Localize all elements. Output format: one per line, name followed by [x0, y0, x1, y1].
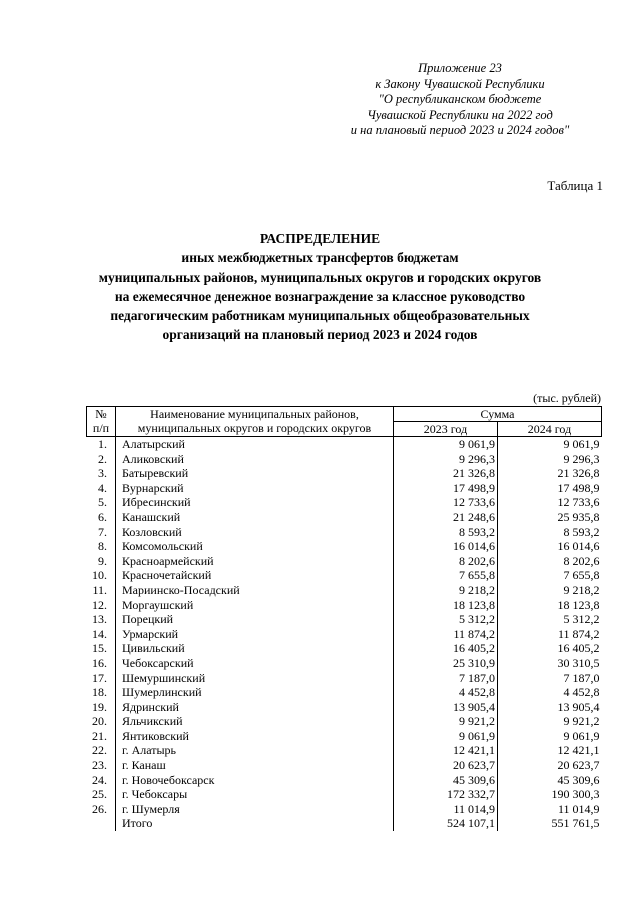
- row-value-2023: 11 874,2: [394, 627, 498, 642]
- row-number: 24.: [87, 773, 116, 788]
- row-value-2023: 5 312,2: [394, 612, 498, 627]
- row-value-2024: 11 014,9: [557, 801, 600, 816]
- distribution-table: [86, 406, 602, 831]
- row-number: 12.: [87, 598, 116, 613]
- row-value-2024: 9 061,9: [563, 728, 600, 743]
- row-number: 5.: [87, 495, 116, 510]
- row-name: Козловский: [116, 525, 394, 540]
- table-row: [87, 495, 602, 510]
- row-value-2024: 17 498,9: [557, 480, 600, 495]
- row-value-2024: 8 202,6: [563, 553, 600, 568]
- table-row: [87, 685, 602, 700]
- row-value-2023: 9 061,9: [394, 437, 498, 452]
- total-row: [87, 816, 602, 831]
- row-value-2023: 7 187,0: [394, 671, 498, 686]
- appendix-line: и на плановый период 2023 и 2024 годов": [350, 123, 570, 137]
- row-name: Янтиковский: [116, 729, 394, 744]
- heading-line: иных межбюджетных трансфертов бюджетам: [181, 250, 459, 266]
- table-row: [87, 554, 602, 569]
- row-value-2023: 9 061,9: [394, 729, 498, 744]
- row-name: Аликовский: [116, 452, 394, 467]
- appendix-line: "О республиканском бюджете: [378, 92, 542, 106]
- document-heading: [20, 229, 620, 345]
- row-name: Комсомольский: [116, 539, 394, 554]
- row-value-2024: 12 733,6: [557, 495, 600, 510]
- row-name: Алатырский: [116, 437, 394, 452]
- row-number: 4.: [87, 481, 116, 496]
- row-name: Батыревский: [116, 466, 394, 481]
- header-num-line: п/п: [92, 421, 110, 435]
- row-value-2024: 11 874,2: [557, 626, 600, 641]
- appendix-line: Приложение 23: [418, 61, 502, 75]
- total-number: [87, 816, 116, 831]
- row-name: Мариинско-Посадский: [116, 583, 394, 598]
- row-value-2024: 9 218,2: [563, 582, 600, 597]
- table-row: [87, 510, 602, 525]
- header-num: [87, 407, 116, 437]
- row-value-2024: 190 300,3: [551, 787, 600, 802]
- row-value-2024: 12 421,1: [557, 743, 600, 758]
- row-value-2023: 11 014,9: [394, 802, 498, 817]
- heading-line: организаций на плановый период 2023 и 2024 годов: [162, 327, 478, 343]
- table-row: [87, 641, 602, 656]
- row-value-2023: 9 296,3: [394, 452, 498, 467]
- units-label: (тыс. рублей): [533, 391, 601, 405]
- appendix-note: [300, 61, 620, 139]
- row-number: 22.: [87, 743, 116, 758]
- table-row: [87, 758, 602, 773]
- table-row: [87, 481, 602, 496]
- row-value-2023: 8 202,6: [394, 554, 498, 569]
- row-number: 17.: [87, 671, 116, 686]
- row-number: 9.: [87, 554, 116, 569]
- row-value-2023: 12 421,1: [394, 743, 498, 758]
- table-row: [87, 714, 602, 729]
- row-value-2023: 9 218,2: [394, 583, 498, 598]
- row-value-2024: 16 014,6: [557, 539, 600, 554]
- header-name-line: муниципальных округов и городских округов: [137, 421, 372, 435]
- row-number: 10.: [87, 568, 116, 583]
- row-name: Красноармейский: [116, 554, 394, 569]
- row-number: 20.: [87, 714, 116, 729]
- table-row: [87, 539, 602, 554]
- row-value-2023: 9 921,2: [394, 714, 498, 729]
- row-name: г. Новочебоксарск: [116, 773, 394, 788]
- row-value-2024: 9 061,9: [563, 437, 600, 451]
- row-number: 8.: [87, 539, 116, 554]
- row-value-2023: 25 310,9: [394, 656, 498, 671]
- row-name: Урмарский: [116, 627, 394, 642]
- heading-title: РАСПРЕДЕЛЕНИЕ: [259, 231, 381, 246]
- row-value-2024: 9 921,2: [563, 714, 600, 729]
- header-sum: Сумма: [394, 407, 602, 422]
- row-number: 7.: [87, 525, 116, 540]
- row-value-2023: 18 123,8: [394, 598, 498, 613]
- row-value-2024: 5 312,2: [563, 612, 600, 627]
- heading-line: педагогическим работникам муниципальных общеобразовательных: [110, 308, 530, 324]
- table-header: [87, 407, 602, 437]
- total-label: Итого: [116, 816, 394, 831]
- table-row: [87, 598, 602, 613]
- header-name: [116, 407, 394, 437]
- row-value-2023: 12 733,6: [394, 495, 498, 510]
- row-value-2023: 172 332,7: [394, 787, 498, 802]
- row-name: Чебоксарский: [116, 656, 394, 671]
- heading-line: муниципальных районов, муниципальных округов и городских округов: [98, 269, 542, 285]
- row-name: Вурнарский: [116, 481, 394, 496]
- row-number: 6.: [87, 510, 116, 525]
- table-row: [87, 656, 602, 671]
- row-name: Порецкий: [116, 612, 394, 627]
- table-row: [87, 437, 602, 452]
- row-name: Моргаушский: [116, 598, 394, 613]
- row-number: 11.: [87, 583, 116, 598]
- row-value-2024: 16 405,2: [557, 641, 600, 656]
- row-name: Шумерлинский: [116, 685, 394, 700]
- appendix-line: к Закону Чувашской Республики: [375, 76, 545, 91]
- row-value-2024: 18 123,8: [557, 597, 600, 612]
- total-value-2023: 524 107,1: [394, 816, 498, 831]
- table-row: [87, 743, 602, 758]
- row-value-2024: 8 593,2: [563, 524, 600, 539]
- row-name: Цивильский: [116, 641, 394, 656]
- row-value-2024: 13 905,4: [557, 699, 600, 714]
- row-value-2023: 16 014,6: [394, 539, 498, 554]
- row-value-2023: 21 248,6: [394, 510, 498, 525]
- header-year-2023: 2023 год: [394, 422, 498, 437]
- table-row: [87, 700, 602, 715]
- heading-line: на ежемесячное денежное вознаграждение за классное руководство: [114, 288, 526, 304]
- row-value-2024: 7 655,8: [563, 568, 600, 583]
- row-name: Ядринский: [116, 700, 394, 715]
- table-row: [87, 583, 602, 598]
- row-name: г. Канаш: [116, 758, 394, 773]
- row-number: 25.: [87, 787, 116, 802]
- row-value-2024: 21 326,8: [557, 466, 600, 481]
- table-row: [87, 627, 602, 642]
- row-value-2024: 7 187,0: [563, 670, 600, 685]
- row-name: Ибресинский: [116, 495, 394, 510]
- row-value-2023: 21 326,8: [394, 466, 498, 481]
- header-num-line: №: [95, 407, 107, 421]
- row-value-2023: 20 623,7: [394, 758, 498, 773]
- table-row: [87, 452, 602, 467]
- row-value-2024: 4 452,8: [563, 685, 600, 700]
- row-name: г. Алатырь: [116, 743, 394, 758]
- row-value-2023: 7 655,8: [394, 568, 498, 583]
- row-name: г. Шумерля: [116, 802, 394, 817]
- table-row: [87, 568, 602, 583]
- table-row: [87, 466, 602, 481]
- row-number: 23.: [87, 758, 116, 773]
- row-number: 2.: [87, 452, 116, 467]
- row-name: Канашский: [116, 510, 394, 525]
- row-value-2023: 4 452,8: [394, 685, 498, 700]
- table-row: [87, 612, 602, 627]
- row-name: г. Чебоксары: [116, 787, 394, 802]
- table-row: [87, 787, 602, 802]
- table-label: Таблица 1: [547, 178, 603, 193]
- row-value-2023: 13 905,4: [394, 700, 498, 715]
- table-row: [87, 525, 602, 540]
- header-year-2024: 2024 год: [498, 422, 602, 437]
- row-number: 16.: [87, 656, 116, 671]
- row-number: 26.: [87, 802, 116, 817]
- row-value-2023: 16 405,2: [394, 641, 498, 656]
- row-value-2024: 20 623,7: [557, 758, 600, 773]
- table-row: [87, 729, 602, 744]
- row-value-2024: 25 935,8: [557, 509, 600, 524]
- row-name: Красночетайский: [116, 568, 394, 583]
- header-name-line: Наименование муниципальных районов,: [150, 407, 359, 421]
- row-value-2024: 9 296,3: [563, 451, 600, 466]
- row-number: 14.: [87, 627, 116, 642]
- row-name: Шемуршинский: [116, 671, 394, 686]
- appendix-line: Чувашской Республики на 2022 год: [367, 107, 553, 122]
- row-value-2023: 8 593,2: [394, 525, 498, 540]
- row-value-2024: 30 310,5: [557, 655, 600, 670]
- row-value-2023: 45 309,6: [394, 773, 498, 788]
- row-number: 3.: [87, 466, 116, 481]
- row-number: 21.: [87, 729, 116, 744]
- row-number: 18.: [87, 685, 116, 700]
- row-value-2023: 17 498,9: [394, 481, 498, 496]
- row-number: 15.: [87, 641, 116, 656]
- row-number: 1.: [87, 437, 116, 452]
- table-row: [87, 773, 602, 788]
- row-value-2024: 45 309,6: [557, 772, 600, 787]
- table-row: [87, 802, 602, 817]
- row-number: 19.: [87, 700, 116, 715]
- row-number: 13.: [87, 612, 116, 627]
- row-name: Яльчикский: [116, 714, 394, 729]
- table-body: [87, 437, 602, 832]
- total-value-2024: 551 761,5: [551, 816, 600, 831]
- table-row: [87, 671, 602, 686]
